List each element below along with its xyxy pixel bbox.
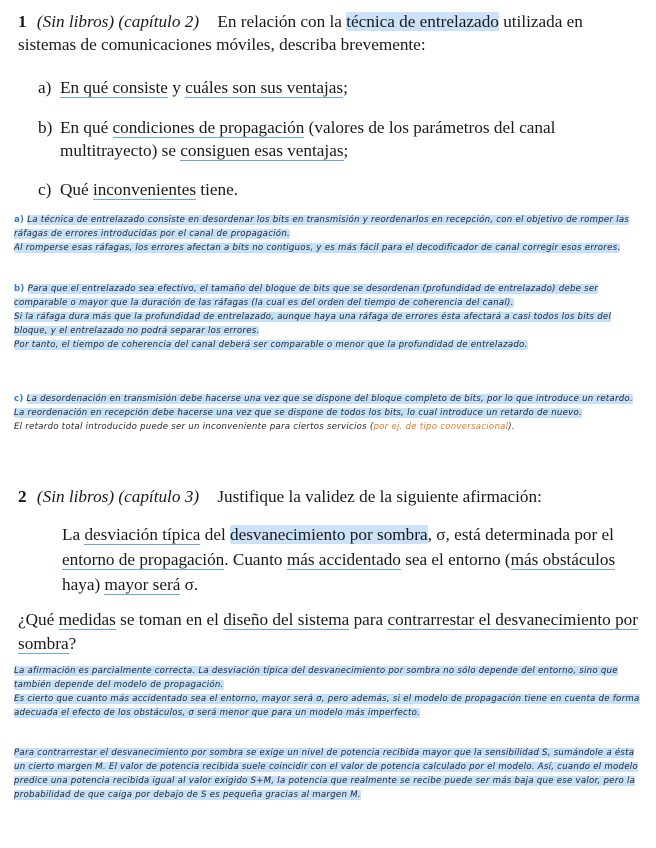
answer-marker: c) [14, 394, 24, 404]
underlined-text: desviación típica [84, 525, 201, 544]
question-chapter: (capítulo 3) [118, 487, 200, 506]
highlight-term: desvanecimiento por sombra [230, 525, 428, 544]
handwritten-line: Para contrarrestar el desvanecimiento por sombra se exige un nivel de potencia recibida mayor que la sensibilidad S, sumándole a ésta un cierto margen M. El valor de potencia recibida suele coincidir con el valor de potencia calculado por el modelo. Así, cuando el modelo predice una potencia recibida igual al valor exigido S+M, la potencia que realmente se recibe puede ser más baja que ese valor, pero la probabilidad de que caiga por debajo de S es pequeña gracias al margen M. [14, 748, 638, 800]
handwritten-line: La reordenación en recepción debe hacerse una vez que se dispone de todos los bits, lo cual introduce un retardo de nuevo. [14, 408, 582, 418]
handwritten-line: Si la ráfaga dura más que la profundidad de entrelazado, aunque haya una ráfaga de errores ésta afectará a casi todos los bits del bloque, y el entrelazado no podrá separar los errores. [14, 312, 612, 336]
question-text: ¿Qué [18, 610, 59, 629]
question-number: 1 [18, 12, 27, 31]
underlined-text: más obstáculos [510, 550, 616, 569]
quote-text: σ. [180, 575, 199, 594]
underlined-text: En qué consiste [60, 78, 168, 97]
item-text: (valores de los parámetros del canal multitrayecto) se [60, 118, 556, 160]
item-b [38, 116, 638, 162]
item-text: En qué [60, 118, 113, 137]
item-text: ; [343, 141, 349, 160]
item-text: ; [343, 78, 348, 97]
answer-2-part-2 [14, 746, 642, 802]
underlined-text: cuáles son sus ventajas [185, 78, 344, 97]
underlined-text: inconvenientes [92, 180, 197, 199]
quote-text: del [200, 525, 231, 544]
item-label: a) [38, 78, 52, 97]
answer-marker: a) [14, 215, 25, 225]
underlined-text: diseño del sistema [223, 610, 350, 629]
handwritten-line: Por tanto, el tiempo de coherencia del canal deberá ser comparable o menor que la profundidad de entrelazado. [14, 340, 528, 350]
question-2 [18, 485, 638, 508]
item-label: b) [38, 118, 53, 137]
underlined-text: contrarrestar el desvanecimiento por sombra [18, 610, 638, 653]
answer-2-part-1 [14, 664, 642, 720]
question-text: ? [68, 634, 77, 653]
question-text: En relación con la [217, 12, 342, 31]
handwritten-line: El retardo total introducido puede ser un inconveniente para ciertos servicios ( [14, 422, 374, 432]
follow-up-question [18, 608, 638, 656]
handwritten-line: La técnica de entrelazado consiste en desordenar los bits en transmisión y reordenarlos en recepción, con el objetivo de romper las ráfagas de errores introducidas por el canal de propagación. [14, 215, 630, 239]
item-text: y [167, 78, 186, 97]
question-number: 2 [18, 487, 27, 506]
question-text: se toman en el [115, 610, 224, 629]
statement-quote [62, 522, 622, 597]
quote-text: La [62, 525, 85, 544]
question-text-cont: utilizada en sistemas de comunicaciones móviles, describa brevemente: [18, 12, 583, 54]
handwritten-line: ). [508, 422, 515, 432]
question-chapter: (capítulo 2) [118, 12, 200, 31]
underlined-text: más accidentado [286, 550, 401, 569]
handwritten-line: Es cierto que cuanto más accidentado sea el entorno, mayor será σ, pero además, si el modelo de propagación tiene en cuenta de forma adecuada el efecto de los obstáculos, σ será menor que para un modelo más imperfecto. [14, 694, 640, 718]
underlined-text: entorno de propagación [62, 550, 225, 569]
handwritten-line: La afirmación es parcialmente correcta. La desviación típica del desvanecimiento por sombra no sólo depende del entorno, sino que también depende del modelo de propagación. [14, 666, 618, 690]
item-a [38, 76, 638, 99]
underlined-text: medidas [58, 610, 116, 629]
quote-text: , σ, está determinada por el [427, 525, 614, 544]
answer-b [14, 282, 642, 352]
underlined-text: consiguen esas ventajas [180, 141, 344, 160]
item-text: Qué [60, 180, 93, 199]
handwritten-note-orange: por ej. de tipo conversacional [373, 422, 509, 432]
question-tag: (Sin libros) [36, 12, 115, 31]
item-c [38, 178, 638, 201]
question-1 [18, 10, 638, 56]
underlined-text: condiciones de propagación [112, 118, 305, 137]
question-text: Justifique la validez de la siguiente afirmación: [217, 487, 542, 506]
item-text: tiene. [196, 180, 239, 199]
handwritten-line: La desordenación en transmisión debe hacerse una vez que se dispone del bloque completo de bits, por lo que introduce un retardo. [26, 394, 633, 404]
highlight-term: técnica de entrelazado [346, 12, 499, 31]
question-tag: (Sin libros) [36, 487, 115, 506]
quote-text: . Cuanto [224, 550, 287, 569]
item-label: c) [38, 180, 52, 199]
handwritten-line: Para que el entrelazado sea efectivo, el tamaño del bloque de bits que se desordenan (profundidad de entrelazado) debe ser comparable o mayor que la duración de las ráfagas (la cual es del orden del tiempo de coherencia del canal). [14, 284, 599, 308]
question-text: para [349, 610, 388, 629]
handwritten-line: Al romperse esas ráfagas, los errores afectan a bits no contiguos, y es más fácil para el decodificador de canal corregir esos errores. [14, 243, 621, 253]
underlined-text: mayor será [104, 575, 181, 594]
quote-text: sea el entorno ( [400, 550, 511, 569]
answer-c [14, 392, 642, 434]
answer-marker: b) [14, 284, 25, 294]
quote-text: haya) [62, 575, 105, 594]
answer-a [14, 213, 642, 255]
